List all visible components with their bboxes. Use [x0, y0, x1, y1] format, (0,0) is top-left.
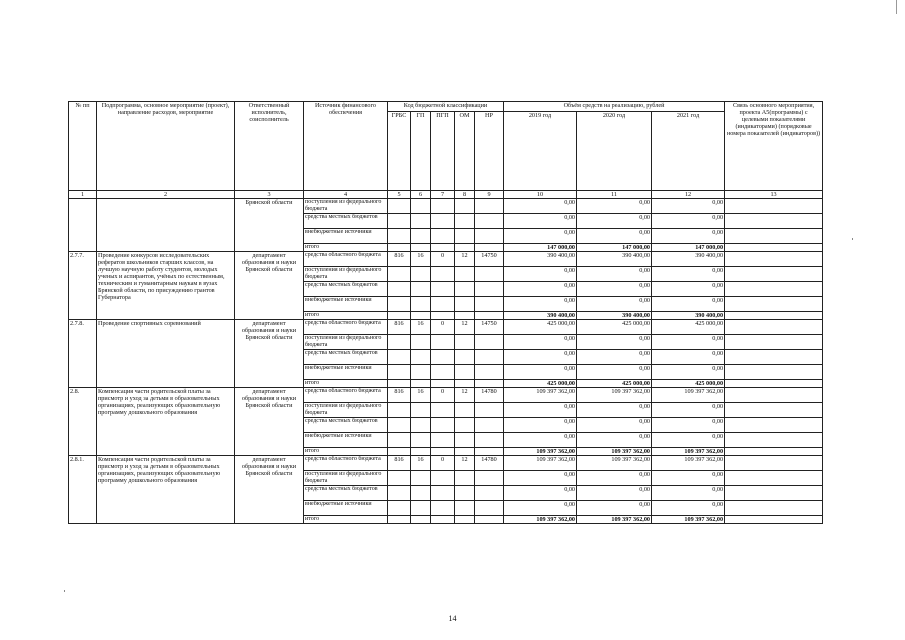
source-total: итого — [304, 516, 388, 524]
column-number: 13 — [725, 191, 823, 199]
code-gp — [411, 433, 431, 448]
link-cell — [725, 252, 823, 267]
code-om — [455, 380, 475, 388]
code-grbs — [388, 501, 411, 516]
code-gp — [411, 471, 431, 486]
amount-cell: 390 400,00 — [652, 312, 725, 320]
amount-cell: 0,00 — [577, 214, 652, 229]
code-om: 12 — [455, 252, 475, 267]
amount-cell: 0,00 — [504, 486, 577, 501]
code-gp: 16 — [411, 320, 431, 335]
code-om — [455, 486, 475, 501]
code-gp — [411, 418, 431, 433]
source-extra: внебюджетные источники — [304, 297, 388, 312]
amount-cell: 0,00 — [504, 403, 577, 418]
code-nr — [475, 244, 504, 252]
column-number: 11 — [577, 191, 652, 199]
source-regional: средства областного бюджета — [304, 320, 388, 335]
row-executor: департамент образования и науки Брянской области — [235, 456, 304, 524]
code-pgp — [431, 199, 455, 214]
amount-cell: 0,00 — [504, 335, 577, 350]
column-number: 3 — [235, 191, 304, 199]
code-pgp — [431, 403, 455, 418]
source-extra: внебюджетные источники — [304, 365, 388, 380]
code-gp — [411, 297, 431, 312]
amount-cell: 109 397 362,00 — [652, 388, 725, 403]
row-number: 2.7.7. — [69, 252, 97, 320]
amount-cell: 425 000,00 — [577, 380, 652, 388]
amount-cell: 147 000,00 — [652, 244, 725, 252]
code-pgp — [431, 229, 455, 244]
code-gp — [411, 365, 431, 380]
code-gp — [411, 214, 431, 229]
code-pgp — [431, 471, 455, 486]
header-budget-code: Код бюджетной классификации — [388, 102, 504, 112]
amount-cell: 0,00 — [504, 471, 577, 486]
code-nr — [475, 365, 504, 380]
row-number: 2.8. — [69, 388, 97, 456]
code-nr — [475, 448, 504, 456]
header-program: Подпрограмма, основное мероприятие (проект), направление расходов, мероприятие — [97, 102, 235, 191]
source-total: итого — [304, 244, 388, 252]
amount-cell: 390 400,00 — [577, 252, 652, 267]
amount-cell: 425 000,00 — [577, 320, 652, 335]
code-gp — [411, 199, 431, 214]
code-grbs — [388, 471, 411, 486]
code-om — [455, 403, 475, 418]
link-cell — [725, 320, 823, 335]
code-nr: 14780 — [475, 456, 504, 471]
table-row — [69, 388, 823, 403]
column-number: 5 — [388, 191, 411, 199]
amount-cell: 109 397 362,00 — [504, 448, 577, 456]
code-grbs: 816 — [388, 388, 411, 403]
amount-cell: 0,00 — [577, 471, 652, 486]
scan-speck — [64, 590, 65, 592]
code-gp — [411, 244, 431, 252]
amount-cell: 0,00 — [577, 365, 652, 380]
code-nr: 14780 — [475, 388, 504, 403]
code-nr — [475, 516, 504, 524]
budget-table — [68, 101, 823, 524]
code-grbs — [388, 244, 411, 252]
code-nr — [475, 199, 504, 214]
link-cell — [725, 297, 823, 312]
link-cell — [725, 456, 823, 471]
amount-cell: 0,00 — [577, 282, 652, 297]
code-om — [455, 297, 475, 312]
amount-cell: 109 397 362,00 — [652, 456, 725, 471]
code-nr — [475, 297, 504, 312]
code-nr — [475, 267, 504, 282]
amount-cell: 0,00 — [577, 501, 652, 516]
code-grbs — [388, 267, 411, 282]
code-om — [455, 418, 475, 433]
header-executor: Ответственный исполнитель, соисполнитель — [235, 102, 304, 191]
code-om — [455, 501, 475, 516]
code-pgp — [431, 486, 455, 501]
code-gp — [411, 267, 431, 282]
link-cell — [725, 433, 823, 448]
source-total: итого — [304, 380, 388, 388]
link-cell — [725, 335, 823, 350]
code-pgp — [431, 516, 455, 524]
code-nr: 14750 — [475, 320, 504, 335]
source-total: итого — [304, 448, 388, 456]
row-number — [69, 199, 97, 252]
source-federal: поступления из федерального бюджета — [304, 267, 388, 282]
code-grbs — [388, 365, 411, 380]
code-nr — [475, 335, 504, 350]
amount-cell: 109 397 362,00 — [504, 516, 577, 524]
header-code-col: ГРБС — [388, 112, 411, 191]
code-gp: 16 — [411, 456, 431, 471]
source-local: средства местных бюджетов — [304, 486, 388, 501]
code-om — [455, 244, 475, 252]
amount-cell: 390 400,00 — [504, 252, 577, 267]
amount-cell: 0,00 — [504, 350, 577, 365]
amount-cell: 0,00 — [577, 350, 652, 365]
source-regional: средства областного бюджета — [304, 252, 388, 267]
code-gp — [411, 380, 431, 388]
amount-cell: 0,00 — [577, 433, 652, 448]
code-grbs — [388, 335, 411, 350]
code-pgp — [431, 418, 455, 433]
code-grbs — [388, 214, 411, 229]
amount-cell: 0,00 — [652, 486, 725, 501]
link-cell — [725, 403, 823, 418]
source-regional: средства областного бюджета — [304, 456, 388, 471]
code-nr — [475, 486, 504, 501]
code-nr: 14750 — [475, 252, 504, 267]
header-year: 2019 год — [504, 112, 577, 191]
row-executor: департамент образования и науки Брянской области — [235, 388, 304, 456]
code-gp — [411, 486, 431, 501]
code-grbs — [388, 516, 411, 524]
code-pgp: 0 — [431, 388, 455, 403]
column-number: 2 — [97, 191, 235, 199]
row-number: 2.8.1. — [69, 456, 97, 524]
code-pgp — [431, 335, 455, 350]
code-pgp — [431, 297, 455, 312]
code-om — [455, 282, 475, 297]
header-link: Связь основного мероприятия, проекта А5(программы) с целевыми показателями (индикаторами) (порядковые номера показателей (индикаторов)) — [725, 102, 823, 191]
code-nr — [475, 501, 504, 516]
code-gp — [411, 516, 431, 524]
link-cell — [725, 380, 823, 388]
code-om — [455, 350, 475, 365]
row-executor: Брянской области — [235, 199, 304, 252]
column-number: 6 — [411, 191, 431, 199]
amount-cell: 425 000,00 — [652, 320, 725, 335]
amount-cell: 0,00 — [652, 214, 725, 229]
code-gp — [411, 501, 431, 516]
code-nr — [475, 312, 504, 320]
link-cell — [725, 229, 823, 244]
header-code-col: ГП — [411, 112, 431, 191]
table-row — [69, 252, 823, 267]
table-row — [69, 320, 823, 335]
amount-cell: 0,00 — [504, 282, 577, 297]
link-cell — [725, 282, 823, 297]
row-executor: департамент образования и науки Брянской области — [235, 252, 304, 320]
row-name — [97, 199, 235, 252]
amount-cell: 390 400,00 — [577, 312, 652, 320]
source-local: средства местных бюджетов — [304, 282, 388, 297]
code-grbs: 816 — [388, 456, 411, 471]
code-nr — [475, 350, 504, 365]
code-pgp — [431, 380, 455, 388]
amount-cell: 109 397 362,00 — [652, 448, 725, 456]
amount-cell: 0,00 — [652, 403, 725, 418]
code-pgp — [431, 350, 455, 365]
amount-cell: 0,00 — [504, 418, 577, 433]
amount-cell: 0,00 — [652, 433, 725, 448]
amount-cell: 0,00 — [504, 229, 577, 244]
code-nr — [475, 433, 504, 448]
code-gp — [411, 350, 431, 365]
source-federal: поступления из федерального бюджета — [304, 403, 388, 418]
code-om: 12 — [455, 320, 475, 335]
column-number: 8 — [455, 191, 475, 199]
code-om: 12 — [455, 388, 475, 403]
code-grbs: 816 — [388, 252, 411, 267]
link-cell — [725, 350, 823, 365]
column-number: 1 — [69, 191, 97, 199]
link-cell — [725, 365, 823, 380]
code-grbs — [388, 433, 411, 448]
code-nr — [475, 282, 504, 297]
amount-cell: 425 000,00 — [652, 380, 725, 388]
column-number: 4 — [304, 191, 388, 199]
amount-cell: 425 000,00 — [504, 320, 577, 335]
link-cell — [725, 388, 823, 403]
link-cell — [725, 418, 823, 433]
amount-cell: 390 400,00 — [652, 252, 725, 267]
code-pgp — [431, 501, 455, 516]
code-om — [455, 516, 475, 524]
code-om — [455, 448, 475, 456]
column-number: 12 — [652, 191, 725, 199]
code-om — [455, 312, 475, 320]
amount-cell: 0,00 — [577, 267, 652, 282]
source-local: средства местных бюджетов — [304, 350, 388, 365]
code-pgp: 0 — [431, 456, 455, 471]
header-code-col: ПГП — [431, 112, 455, 191]
code-nr — [475, 214, 504, 229]
code-pgp — [431, 244, 455, 252]
code-om — [455, 229, 475, 244]
code-pgp — [431, 312, 455, 320]
amount-cell: 0,00 — [652, 335, 725, 350]
amount-cell: 0,00 — [577, 403, 652, 418]
amount-cell: 0,00 — [504, 199, 577, 214]
source-total: итого — [304, 312, 388, 320]
code-gp — [411, 282, 431, 297]
code-om — [455, 267, 475, 282]
code-nr — [475, 380, 504, 388]
header-year: 2020 год — [577, 112, 652, 191]
code-grbs — [388, 403, 411, 418]
code-pgp — [431, 214, 455, 229]
amount-cell: 390 400,00 — [504, 312, 577, 320]
row-executor: департамент образования и науки Брянской области — [235, 320, 304, 388]
amount-cell: 0,00 — [577, 229, 652, 244]
amount-cell: 0,00 — [504, 214, 577, 229]
code-pgp — [431, 433, 455, 448]
amount-cell: 0,00 — [652, 418, 725, 433]
amount-cell: 109 397 362,00 — [504, 388, 577, 403]
code-nr — [475, 229, 504, 244]
amount-cell: 0,00 — [504, 297, 577, 312]
code-grbs: 816 — [388, 320, 411, 335]
header-volume: Объём средств на реализацию, рублей — [504, 102, 725, 112]
row-name: Компенсация части родительской платы за присмотр и уход за детьми в образовательных организациях, реализующих образовательную программу дошкольного образования — [97, 456, 235, 524]
code-om — [455, 199, 475, 214]
amount-cell: 0,00 — [652, 199, 725, 214]
amount-cell: 0,00 — [652, 471, 725, 486]
code-pgp — [431, 282, 455, 297]
link-cell — [725, 312, 823, 320]
column-number: 7 — [431, 191, 455, 199]
amount-cell: 147 000,00 — [577, 244, 652, 252]
code-gp — [411, 335, 431, 350]
amount-cell: 0,00 — [652, 267, 725, 282]
code-grbs — [388, 297, 411, 312]
code-om — [455, 365, 475, 380]
link-cell — [725, 471, 823, 486]
link-cell — [725, 267, 823, 282]
source-federal: поступления из федерального бюджета — [304, 199, 388, 214]
source-federal: поступления из федерального бюджета — [304, 335, 388, 350]
source-extra: внебюджетные источники — [304, 433, 388, 448]
scan-speck — [852, 238, 853, 240]
amount-cell: 109 397 362,00 — [577, 516, 652, 524]
amount-cell: 109 397 362,00 — [577, 456, 652, 471]
amount-cell: 109 397 362,00 — [577, 448, 652, 456]
code-om — [455, 335, 475, 350]
source-local: средства местных бюджетов — [304, 214, 388, 229]
amount-cell: 0,00 — [504, 501, 577, 516]
link-cell — [725, 448, 823, 456]
link-cell — [725, 501, 823, 516]
amount-cell: 0,00 — [652, 282, 725, 297]
link-cell — [725, 199, 823, 214]
code-om: 12 — [455, 456, 475, 471]
amount-cell: 0,00 — [577, 486, 652, 501]
amount-cell: 0,00 — [652, 350, 725, 365]
header-source: Источник финансового обеспечения — [304, 102, 388, 191]
code-grbs — [388, 312, 411, 320]
code-pgp — [431, 448, 455, 456]
source-extra: внебюджетные источники — [304, 229, 388, 244]
row-number: 2.7.8. — [69, 320, 97, 388]
column-number: 10 — [504, 191, 577, 199]
header-year: 2021 год — [652, 112, 725, 191]
code-gp — [411, 312, 431, 320]
code-grbs — [388, 380, 411, 388]
amount-cell: 109 397 362,00 — [577, 388, 652, 403]
amount-cell: 0,00 — [652, 297, 725, 312]
code-grbs — [388, 486, 411, 501]
amount-cell: 0,00 — [577, 297, 652, 312]
source-federal: поступления из федерального бюджета — [304, 471, 388, 486]
column-number: 9 — [475, 191, 504, 199]
amount-cell: 147 000,00 — [504, 244, 577, 252]
code-om — [455, 471, 475, 486]
amount-cell: 0,00 — [652, 365, 725, 380]
header-code-col: НР — [475, 112, 504, 191]
source-regional: средства областного бюджета — [304, 388, 388, 403]
code-grbs — [388, 199, 411, 214]
code-gp — [411, 403, 431, 418]
code-pgp: 0 — [431, 320, 455, 335]
header-num: № пп — [69, 102, 97, 191]
code-gp — [411, 448, 431, 456]
header-code-col: ОМ — [455, 112, 475, 191]
link-cell — [725, 214, 823, 229]
code-pgp: 0 — [431, 252, 455, 267]
amount-cell: 109 397 362,00 — [504, 456, 577, 471]
code-nr — [475, 418, 504, 433]
link-cell — [725, 516, 823, 524]
page-edge-mark — [896, 0, 897, 14]
code-pgp — [431, 267, 455, 282]
link-cell — [725, 486, 823, 501]
code-om — [455, 433, 475, 448]
row-name: Проведение спортивных соревнований — [97, 320, 235, 388]
code-grbs — [388, 418, 411, 433]
amount-cell: 0,00 — [504, 267, 577, 282]
code-grbs — [388, 448, 411, 456]
amount-cell: 0,00 — [504, 433, 577, 448]
amount-cell: 0,00 — [577, 418, 652, 433]
code-gp: 16 — [411, 388, 431, 403]
code-pgp — [431, 365, 455, 380]
code-gp: 16 — [411, 252, 431, 267]
amount-cell: 0,00 — [652, 501, 725, 516]
code-nr — [475, 471, 504, 486]
table-row — [69, 199, 823, 214]
amount-cell: 0,00 — [577, 199, 652, 214]
row-name: Проведение конкурсов исследовательских рефератов школьников старших классов, на лучшую научную работу студентов, молодых ученых и аспирантов, учёных по естественным, техническим и гуманитарным наукам в вузах Брянской области, по присуждению грантов Губернатора — [97, 252, 235, 320]
code-nr — [475, 403, 504, 418]
amount-cell: 0,00 — [652, 229, 725, 244]
code-grbs — [388, 350, 411, 365]
amount-cell: 0,00 — [504, 365, 577, 380]
amount-cell: 425 000,00 — [504, 380, 577, 388]
code-om — [455, 214, 475, 229]
link-cell — [725, 244, 823, 252]
table-row — [69, 456, 823, 471]
page-number: 14 — [448, 614, 457, 623]
amount-cell: 0,00 — [577, 335, 652, 350]
amount-cell: 109 397 362,00 — [652, 516, 725, 524]
source-extra: внебюджетные источники — [304, 501, 388, 516]
code-gp — [411, 229, 431, 244]
code-grbs — [388, 229, 411, 244]
row-name: Компенсация части родительской платы за присмотр и уход за детьми в образовательных организациях, реализующих образовательную программу дошкольного образования — [97, 388, 235, 456]
code-grbs — [388, 282, 411, 297]
source-local: средства местных бюджетов — [304, 418, 388, 433]
